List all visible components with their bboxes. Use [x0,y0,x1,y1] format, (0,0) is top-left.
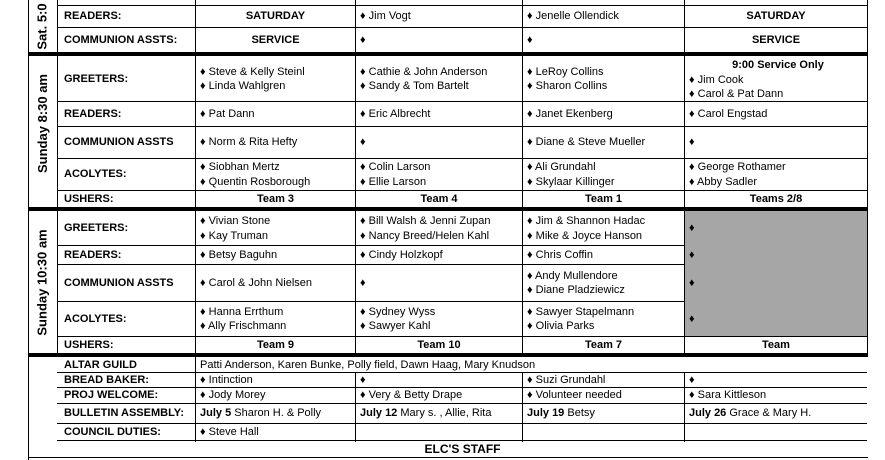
cell [196,57,355,101]
name-line: ♦ Quentin Rosborough [200,175,311,188]
cell: Team 3 [256,192,295,205]
cell [356,404,522,423]
name-line: ♦ Vivian Stone [200,215,271,227]
bulletin-names: Betsy [564,407,595,420]
name-line: ♦ Andy Mullendore [527,269,618,282]
row-label: BREAD BAKER: [64,373,149,386]
name-line: ♦ Jim & Shannon Hadac [527,215,646,227]
cell [685,159,867,190]
cell [196,302,355,336]
cell: ♦ [360,276,366,289]
cell: ♦ Sara Kittleson [689,389,767,402]
cell: ♦ Very & Betty Drape [360,389,463,402]
cell: ♦ Carol Engstad [689,107,768,120]
cell: Team 1 [584,192,623,205]
row-label: USHERS: [64,338,114,351]
cell: ♦ Eric Albrecht [360,107,431,120]
cell: SERVICE [751,33,801,46]
row-label: ACOLYTES: [64,312,127,325]
cell: ♦ Intinction [200,373,253,386]
cell: ♦ Jody Morey [200,389,266,402]
name-line: ♦ Bill Walsh & Jenni Zupan [360,215,491,227]
cell: ♦ [689,312,695,325]
bottom-line [28,457,868,458]
cell [523,159,684,190]
cell: Team 4 [420,192,458,205]
cell: ♦ Diane & Steve Mueller [527,136,646,149]
cell: ♦ [689,248,695,261]
name-line: ♦ Sharon Collins [527,80,608,92]
cell: ♦ Steve Hall [200,425,259,438]
bulletin-names: Grace & Mary H. [726,407,812,420]
name-line: ♦ Sandy & Tom Bartelt [360,80,469,92]
altar-guild-names: Patti Anderson, Karen Bunke, Polly field, Dawn Haag, Mary Knudson [200,358,536,371]
name-line: ♦ Ali Grundahl [527,161,596,173]
cell: ♦ Jim Vogt [360,10,411,23]
cell [523,57,684,101]
cell: ♦ [360,373,366,386]
name-line: ♦ Skylaar Killinger [527,175,615,188]
cell: Team 9 [256,338,295,351]
cell [196,212,355,245]
bulletin-date: July 26 [689,407,727,420]
row-label: COMMUNION ASSTS [64,136,174,149]
bulletin-date: July 12 [360,407,398,420]
row-label: READERS: [64,107,122,120]
name-line: ♦ LeRoy Collins [527,65,604,78]
cell: ♦ Chris Coffin [527,248,593,261]
name-line: ♦ George Rothamer [689,161,786,173]
cell [196,404,355,423]
bulletin-date: July 19 [527,407,565,420]
cell: ♦ Cindy Holzkopf [360,248,443,261]
cell: ♦ Betsy Baguhn [200,248,278,261]
name-line: ♦ Ally Frischmann [200,320,287,332]
row-label: ALTAR GUILD [64,358,137,371]
name-line: ♦ Abby Sadler [689,175,757,188]
cell: ♦ Jenelle Ollendick [527,10,619,23]
name-line: ♦ Ellie Larson [360,175,427,188]
cell [356,302,522,336]
cell [356,57,522,101]
cell: SATURDAY [245,10,306,23]
cell: ♦ Volunteer needed [527,389,622,402]
service-note: 9:00 Service Only [732,59,824,71]
cell [523,265,684,301]
name-line: ♦ Steve & Kelly Steinl [200,65,305,78]
cell: ♦ [689,136,695,149]
row-label: READERS: [64,248,122,261]
cell [685,404,867,423]
name-line: ♦ Olivia Parks [527,320,595,332]
bulletin-names: Sharon H. & Polly [231,407,322,420]
staff-heading: ELC'S STAFF [424,442,501,456]
cell: ♦ Suzi Grundahl [527,373,606,386]
left-border [28,0,29,460]
cell: SATURDAY [746,10,806,23]
cell: ♦ Norm & Rita Hefty [200,136,298,149]
name-line: ♦ Kay Truman [200,229,268,242]
name-line: ♦ Siobhan Mertz [200,161,280,173]
row-label: GREETERS: [64,72,129,85]
bulletin-date: July 5 [200,407,232,420]
row-label: GREETERS: [64,222,129,235]
name-line: ♦ Hanna Errthum [200,305,284,318]
cell [356,159,522,190]
name-line: ♦ Sawyer Kahl [360,320,431,332]
cell: ♦ [360,136,366,149]
cell: Team [762,338,790,351]
cell: Teams 2/8 [749,192,803,205]
name-line: ♦ Cathie & John Anderson [360,65,488,78]
name-line: ♦ Sydney Wyss [360,305,436,318]
name-line: ♦ Nancy Breed/Helen Kahl [360,229,490,242]
cell: ♦ [689,276,695,289]
name-line: ♦ Linda Wahlgren [200,80,286,92]
name-line: ♦ Carol & Pat Dann [689,88,784,100]
name-line: ♦ Jim Cook [689,73,744,86]
row-label: COMMUNION ASSTS [64,276,174,289]
cell: SERVICE [251,33,300,46]
bulletin-names: Mary s. , Allie, Rita [397,407,492,420]
cell: ♦ [360,33,366,46]
row-label: USHERS: [64,192,114,205]
section-divider [28,52,868,56]
cell: ♦ [689,222,695,235]
sun-830-label: Sunday 8:30 am [34,73,50,173]
row-label: BULLETIN ASSEMBLY: [64,407,184,420]
row-label: ACOLYTES: [64,168,127,181]
name-line: ♦ Diane Pladziewicz [527,284,625,296]
row-label: READERS: [64,10,122,23]
cell: ♦ Carol & John Nielsen [200,276,312,289]
section-divider [28,353,868,357]
cell [523,302,684,336]
cell [196,159,355,190]
cell: ♦ Pat Dann [200,107,255,120]
cell: ♦ [689,373,695,386]
name-line: ♦ Colin Larson [360,161,431,173]
cell [685,58,867,101]
cell: Team 7 [584,338,623,351]
row-label: PROJ WELCOME: [64,389,159,402]
cell: ♦ Janet Ekenberg [527,107,613,120]
cell: ♦ [527,33,533,46]
sun-1030-label: Sunday 10:30 am [34,228,50,336]
cell [356,212,522,245]
row-label: COMMUNION ASSTS: [64,33,178,46]
cell [523,404,684,423]
name-line: ♦ Mike & Joyce Hanson [527,229,643,242]
sat-service-label: Sat. 5:0 [34,2,50,50]
cell: Team 10 [417,338,461,351]
cell [523,212,684,245]
name-line: ♦ Sawyer Stapelmann [527,305,635,318]
row-label: COUNCIL DUTIES: [64,425,161,438]
